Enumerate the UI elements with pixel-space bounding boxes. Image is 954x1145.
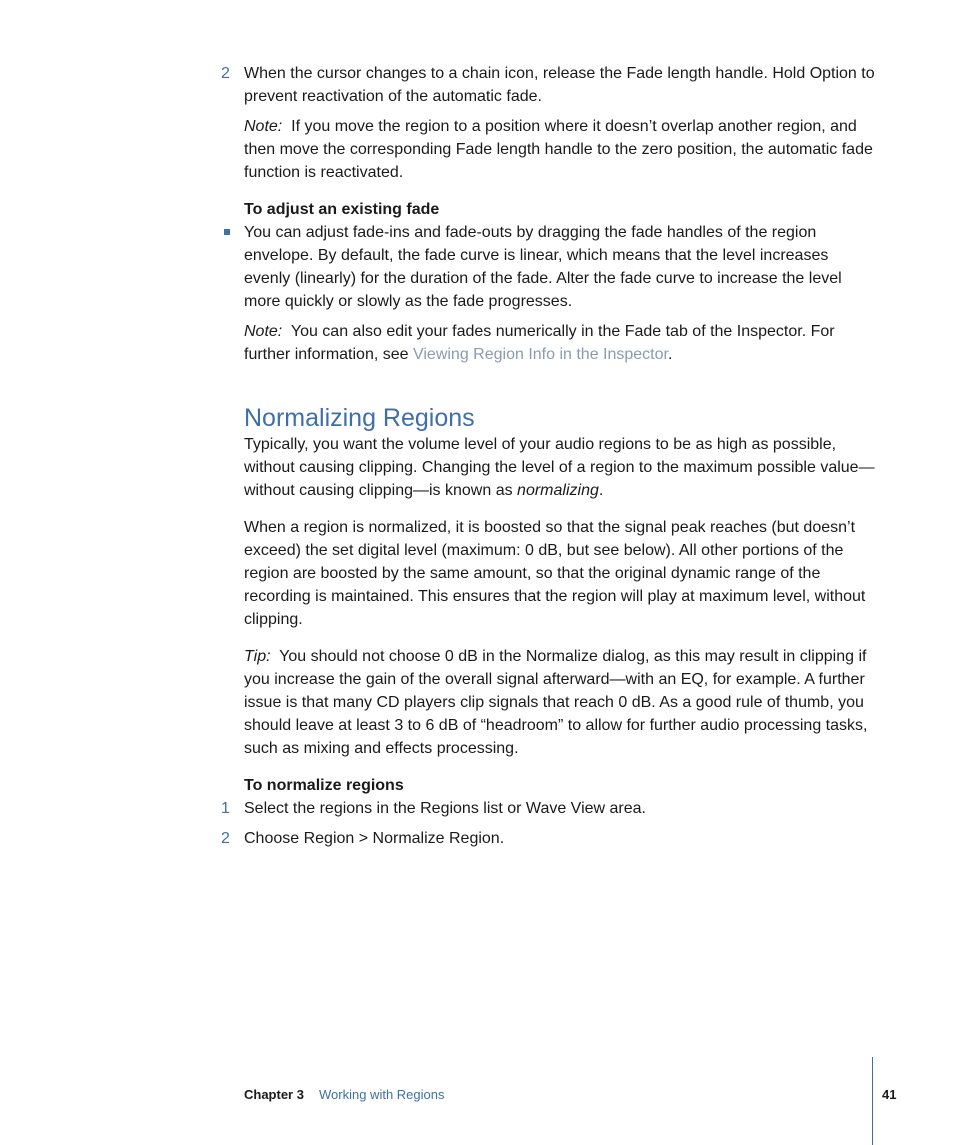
- task-heading: To adjust an existing fade: [244, 201, 440, 218]
- note-end: .: [667, 346, 673, 363]
- footer-divider: [872, 1057, 873, 1145]
- note-text: You can also edit your fades numerically in the Fade tab of the Inspector. For further information, see: [244, 323, 835, 363]
- step-number: 1: [221, 800, 230, 817]
- bullet-icon: [224, 229, 230, 235]
- body-paragraph: When a region is normalized, it is boosted so that the signal peak reaches (but doesn’t exceed) the set digital level (maximum: 0 dB, but see below). All other portions of the region are boosted by the same amount, so that the original dynamic range of the recording is maintained. This ensures that the region will play at maximum level, without clipping.: [244, 519, 866, 628]
- note-paragraph: [244, 320, 876, 366]
- note-label: Note:: [244, 118, 283, 135]
- step-text: Choose Region > Normalize Region.: [244, 830, 505, 847]
- tip-label: Tip:: [244, 648, 271, 665]
- note-paragraph: [244, 115, 876, 184]
- step-number: 2: [221, 65, 230, 82]
- tip-text: You should not choose 0 dB in the Normalize dialog, as this may result in clipping if you increase the gain of the overall signal afterward—with an EQ, for example. A further issue is that many CD players clip signals that reach 0 dB. As a good rule of thumb, you should leave at least 3 to 6 dB of “headroom” to allow for further audio processing tasks, such as mixing and effects processing.: [244, 648, 868, 757]
- step-text: When the cursor changes to a chain icon, release the Fade length handle. Hold Option to prevent reactivation of the automatic fade.: [244, 65, 875, 105]
- step-text: Select the regions in the Regions list or Wave View area.: [244, 800, 646, 817]
- bullet-text: You can adjust fade-ins and fade-outs by dragging the fade handles of the region envelope. By default, the fade curve is linear, which means that the level increases evenly (linearly) for the duration of the fade. Alter the fade curve to increase the level more quickly or slowly as the fade progresses.: [244, 224, 842, 310]
- footer-chapter-title: Working with Regions: [319, 1087, 445, 1102]
- term-italic: normalizing: [517, 482, 599, 499]
- step-number: 2: [221, 830, 230, 847]
- paragraph-text: Typically, you want the volume level of your audio regions to be as high as possible, without causing clipping. Changing the level of a region to the maximum possible value—without causing clipping—is known as: [244, 436, 875, 499]
- tip-paragraph: [244, 645, 876, 760]
- page-number: 41: [882, 1087, 897, 1102]
- section-title: Normalizing Regions: [244, 404, 475, 432]
- note-label: Note:: [244, 323, 283, 340]
- note-text: If you move the region to a position where it doesn’t overlap another region, and then move the corresponding Fade length handle to the zero position, the automatic fade function is reactivated.: [244, 118, 873, 181]
- footer-chapter: Chapter 3: [244, 1087, 304, 1102]
- body-paragraph: [244, 433, 876, 502]
- paragraph-end: .: [598, 482, 604, 499]
- task-heading: To normalize regions: [244, 777, 404, 794]
- cross-reference-link[interactable]: Viewing Region Info in the Inspector: [412, 346, 668, 363]
